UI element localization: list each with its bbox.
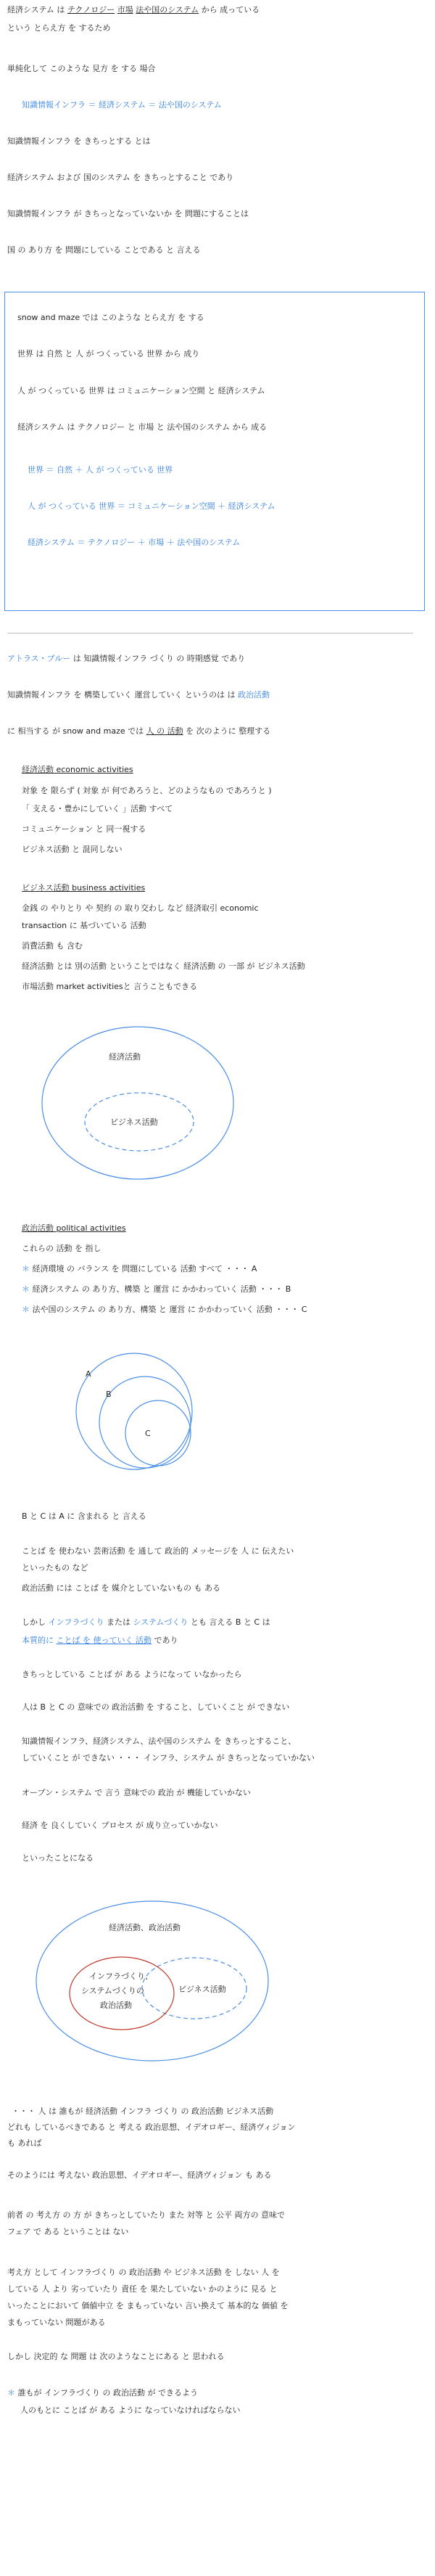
box-equation3: 経済システム ＝ テクノロジー ＋ 市場 ＋ 法や国のシステム bbox=[28, 538, 241, 547]
abc-diagram bbox=[0, 1339, 435, 1484]
econ-line2: 「 支える・豊かにしていく 」活動 すべて bbox=[22, 804, 173, 813]
atlas-blue-link: アトラス・ブルー bbox=[7, 654, 71, 663]
sec4-line8: している 人 より 劣っていたり 責任 を 果たしていない かのように 見る と bbox=[7, 2284, 278, 2294]
sec3-line1: B と C は A に 含まれる と 言える bbox=[22, 1511, 146, 1521]
sec2-line1: アトラス・ブルー は 知識情報インフラ づくり の 時期感覚 であり bbox=[7, 654, 246, 663]
sec4-line10: まもっていない 問題がある bbox=[7, 2318, 106, 2327]
box-line3: 人 が つくっている 世界 は コミュニケーション空間 と 経済システム bbox=[17, 386, 265, 395]
econ-political-label: 経済活動、政治活動 bbox=[109, 1923, 181, 1932]
sec3-line12: 経済 を 良くしていく プロセス が 成り立っていかない bbox=[22, 1821, 218, 1830]
sec4-line6: フェア で ある ということは ない bbox=[7, 2227, 129, 2236]
circle-c bbox=[125, 1400, 191, 1466]
infra-building-term: インフラづくり bbox=[48, 1617, 104, 1627]
business-activity-label: ビジネス活動 bbox=[178, 1985, 226, 1994]
sec4-line5: 前者 の 考え方 の 方 が きちっとしていたり また 対等 と 公平 両方の 意味で bbox=[7, 2210, 285, 2220]
econ-line3: コミュニケーション と 同一視する bbox=[22, 824, 146, 834]
box-equation1: 世界 ＝ 自然 ＋ 人 が つくっている 世界 bbox=[28, 465, 173, 475]
pol-item-b: ＊ 経済システム の あり方、構築 と 運営 に かかわっていく 活動 ・・・ B bbox=[22, 1284, 291, 1294]
box-equation2: 人 が つくっている 世界 ＝ コミュニケーション空間 ＋ 経済システム bbox=[28, 501, 276, 511]
biz-line1: 金銭 の やりとり や 契約 の 取り交わし など 経済取引 economic bbox=[22, 903, 259, 913]
biz-line3: 消費活動 も 含む bbox=[22, 941, 83, 951]
sec4-line11: しかし 決定的 な 問題 は 次のようなことにある と 思われる bbox=[7, 2352, 225, 2361]
sec3-line7: きちっとしている ことば が ある ようになって いなかったら bbox=[22, 1670, 242, 1679]
political-activity-term: 政治活動 bbox=[237, 690, 270, 700]
sec4-line3: も あれば bbox=[7, 2138, 42, 2148]
sec3-line2: ことば を 使わない 芸術活動 を 通して 政治的 メッセージを 人 に 伝えたい bbox=[22, 1546, 294, 1556]
sec4-line12: ＊ 誰もが インフラづくり の 政治活動 が できるよう bbox=[7, 2388, 198, 2397]
econ-title: 経済活動 economic activities bbox=[22, 765, 133, 774]
infra-label-1: インフラづくり、 bbox=[89, 1972, 153, 1981]
label-a: A bbox=[86, 1369, 91, 1379]
infra-label-3: 政治活動 bbox=[100, 2001, 132, 2010]
econ-activity-ellipse bbox=[42, 1027, 233, 1179]
market-term: 市場 bbox=[117, 5, 133, 15]
sec1-line1: 経済システム は テクノロジー 市場 法や国のシステム から 成っている bbox=[7, 5, 260, 15]
label-b: B bbox=[106, 1390, 112, 1399]
sec3-line3: といったもの など bbox=[22, 1563, 88, 1572]
pol-item-c: ＊ 法や国のシステム の あり方、構築 と 運営 に かかわっていく 活動 ・・・ C bbox=[22, 1305, 307, 1314]
sec2-line2: 知識情報インフラ を 構築していく 運営していく というのは は 政治活動 bbox=[7, 690, 270, 700]
biz-line5: 市場活動 market activitiesと 言うこともできる bbox=[22, 982, 198, 991]
econ-activity-label: 経済活動 bbox=[109, 1052, 141, 1062]
sec3-line9: 知識情報インフラ、経済システム、法や国のシステム を きちっとすること、 bbox=[22, 1736, 297, 1746]
sec3-line13: といったことになる bbox=[22, 1853, 94, 1863]
sec2-line3: に 相当する が snow and maze では 人 の 活動 を 次のように 整理する bbox=[7, 726, 271, 736]
biz-title: ビジネス活動 business activities bbox=[22, 883, 146, 893]
label-c: C bbox=[145, 1429, 151, 1438]
sec1-line7: 知識情報インフラ が きちっとなっていないか を 問題にすることは bbox=[7, 209, 249, 218]
sec4-line1: ・・・ 人 は 誰もが 経済活動 インフラ づくり の 政治活動 ビジネス活動 bbox=[12, 2107, 274, 2116]
law-state-system-term: 法や国のシステム bbox=[136, 5, 199, 15]
language-activity-term: ことば を 使っていく 活動 bbox=[56, 1636, 152, 1645]
sec1-line8: 国 の あり方 を 問題にしている ことである と 言える bbox=[7, 245, 201, 255]
econ-line4: ビジネス活動 と 混同しない bbox=[22, 845, 123, 854]
technology-term: テクノロジー bbox=[67, 5, 115, 15]
framework-box bbox=[4, 292, 425, 611]
sec1-line6: 経済システム および 国のシステム を きちっとすること であり bbox=[7, 173, 234, 182]
activities-venn-diagram bbox=[0, 1890, 435, 2072]
sec1-equation: 知識情報インフラ ＝ 経済システム ＝ 法や国のシステム bbox=[22, 100, 222, 110]
sec4-line2: どれも しているべきである と 考える 政治思想、イデオロギー、経済ヴィジョン bbox=[7, 2122, 296, 2132]
sec4-line9: いったことにおいて 価値中立 を まもっていない 言い換えて 基本的な 価値 を bbox=[7, 2301, 289, 2310]
box-line1: snow and maze では このような とらえ方 を する bbox=[17, 313, 204, 322]
sec1-line5: 知識情報インフラ を きちっとする とは bbox=[7, 136, 151, 146]
sec3-line8: 人は B と C の 意味での 政治活動 を すること、していくこと が できない bbox=[22, 1702, 290, 1712]
asterisk-icon: ＊ bbox=[22, 1284, 30, 1294]
circle-b bbox=[99, 1377, 191, 1468]
sec4-line4: そのようには 考えない 政治思想、イデオロギー、経済ヴィジョン も ある bbox=[7, 2170, 272, 2180]
econ-line1: 対象 を 限らず ( 対象 が 何であろうと、どのようなもの であろうと ) bbox=[22, 786, 272, 795]
sec3-line11: オープン・システム で 言う 意味での 政治 が 機能していかない bbox=[22, 1788, 251, 1797]
human-activity-term: 人 の 活動 bbox=[146, 726, 183, 736]
pol-line1: これらの 活動 を 指し bbox=[22, 1244, 102, 1253]
econ-business-diagram bbox=[0, 1016, 435, 1190]
sec3-line4: 政治活動 には ことば を 媒介としていないもの も ある bbox=[22, 1583, 220, 1593]
sec4-line7: 考え方 として インフラづくり の 政治活動 や ビジネス活動 を しない 人 を bbox=[7, 2268, 280, 2277]
sec3-line10: していくこと が できない ・・・ インフラ、システム が きちっとなっていかない bbox=[22, 1753, 315, 1763]
biz-line2: transaction に 基づいている 活動 bbox=[22, 921, 146, 930]
sec3-line5: しかし インフラづくり または システムづくり とも 言える B と C は bbox=[22, 1617, 270, 1627]
biz-line4: 経済活動 とは 別の活動 ということではなく 経済活動 の 一部 が ビジネス活動 bbox=[22, 961, 305, 971]
box-line2: 世界 は 自然 と 人 が つくっている 世界 から 成り bbox=[17, 349, 200, 358]
business-activity-label: ビジネス活動 bbox=[110, 1117, 158, 1127]
sec4-line13: 人のもとに ことば が ある ように なっていなければならない bbox=[20, 2405, 241, 2415]
sec1-line3: 単純化して このような 見方 を する 場合 bbox=[7, 64, 156, 73]
asterisk-icon: ＊ bbox=[7, 2388, 15, 2397]
infra-label-2: システムづくりの bbox=[81, 1986, 144, 1995]
sec1-line2: という とらえ方 を するため bbox=[7, 23, 111, 33]
pol-item-a: ＊ 経済環境 の バランス を 問題にしている 活動 すべて ・・・ A bbox=[22, 1264, 257, 1273]
box-line4: 経済システム は テクノロジー と 市場 と 法や国のシステム から 成る bbox=[17, 422, 268, 432]
asterisk-icon: ＊ bbox=[22, 1305, 30, 1314]
sec3-line6: 本質的に ことば を 使っていく 活動 であり bbox=[22, 1636, 178, 1645]
system-building-term: システムづくり bbox=[133, 1617, 188, 1627]
asterisk-icon: ＊ bbox=[22, 1264, 30, 1273]
pol-title: 政治活動 political activities bbox=[22, 1223, 126, 1233]
